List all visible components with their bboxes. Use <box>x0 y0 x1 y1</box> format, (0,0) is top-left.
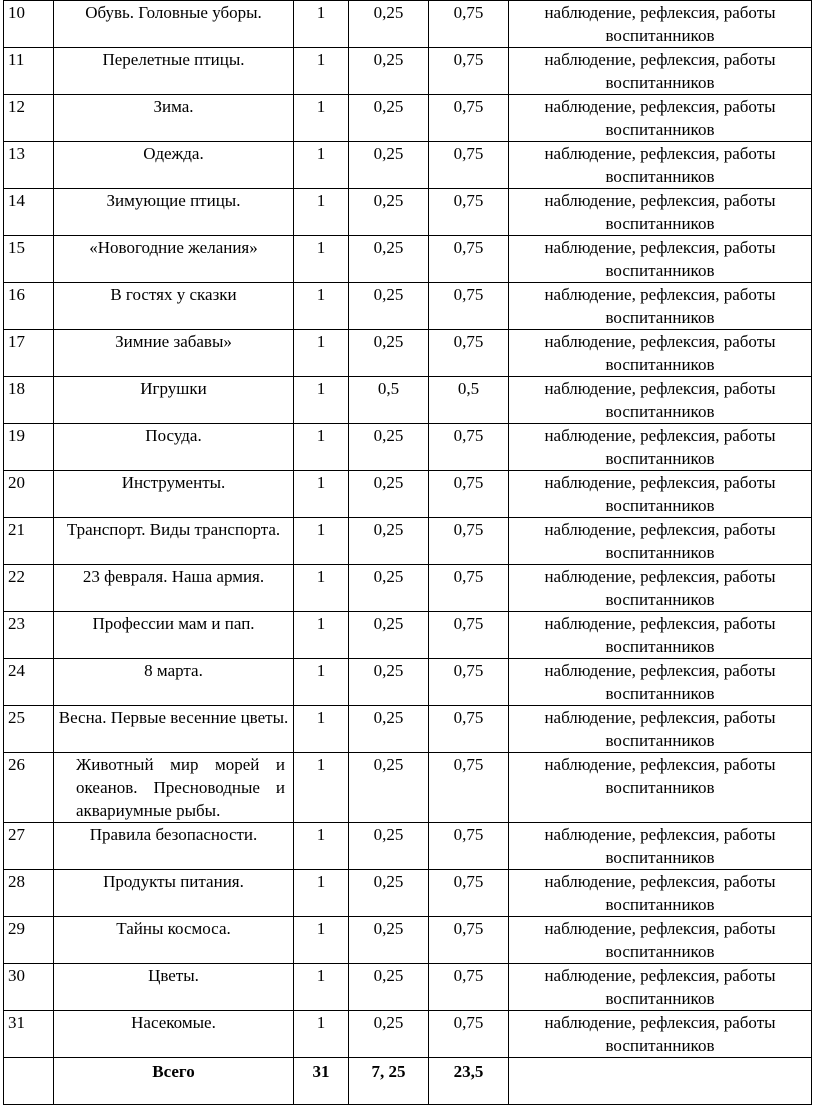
row-hours: 1 <box>294 424 349 471</box>
row-theory: 0,25 <box>349 870 429 917</box>
row-theory: 0,25 <box>349 189 429 236</box>
row-number: 13 <box>4 142 54 189</box>
row-theory: 0,25 <box>349 48 429 95</box>
row-hours: 1 <box>294 565 349 612</box>
row-topic: Транспорт. Виды транспорта. <box>54 518 294 565</box>
row-practice: 0,75 <box>429 659 509 706</box>
row-hours: 1 <box>294 964 349 1011</box>
row-theory: 0,25 <box>349 424 429 471</box>
table-row <box>4 424 812 471</box>
row-forms: наблюдение, рефлексия, работы воспитанников <box>509 565 812 612</box>
row-practice: 0,75 <box>429 565 509 612</box>
row-topic: Перелетные птицы. <box>54 48 294 95</box>
table-row <box>4 471 812 518</box>
table-row <box>4 706 812 753</box>
table-row <box>4 95 812 142</box>
row-topic: Посуда. <box>54 424 294 471</box>
row-topic: Инструменты. <box>54 471 294 518</box>
row-practice: 0,75 <box>429 142 509 189</box>
table-row <box>4 917 812 964</box>
row-practice: 0,75 <box>429 1 509 48</box>
row-forms: наблюдение, рефлексия, работы воспитанников <box>509 659 812 706</box>
row-topic: Игрушки <box>54 377 294 424</box>
row-practice: 0,75 <box>429 823 509 870</box>
row-practice: 0,75 <box>429 964 509 1011</box>
row-forms: наблюдение, рефлексия, работы воспитанников <box>509 706 812 753</box>
total-theory: 7, 25 <box>349 1058 429 1105</box>
row-practice: 0,75 <box>429 753 509 823</box>
row-number: 17 <box>4 330 54 377</box>
row-practice: 0,75 <box>429 330 509 377</box>
table-row <box>4 659 812 706</box>
row-theory: 0,25 <box>349 612 429 659</box>
table-row <box>4 612 812 659</box>
row-theory: 0,25 <box>349 1011 429 1058</box>
row-forms: наблюдение, рефлексия, работы воспитанников <box>509 189 812 236</box>
total-row <box>4 1058 812 1105</box>
row-topic: Тайны космоса. <box>54 917 294 964</box>
row-theory: 0,25 <box>349 330 429 377</box>
row-topic: 8 марта. <box>54 659 294 706</box>
total-num-cell <box>4 1058 54 1105</box>
row-practice: 0,75 <box>429 283 509 330</box>
row-topic: «Новогодние желания» <box>54 236 294 283</box>
row-forms: наблюдение, рефлексия, работы воспитанников <box>509 142 812 189</box>
row-number: 30 <box>4 964 54 1011</box>
row-theory: 0,25 <box>349 1 429 48</box>
row-forms: наблюдение, рефлексия, работы воспитанников <box>509 283 812 330</box>
row-forms: наблюдение, рефлексия, работы воспитанников <box>509 870 812 917</box>
row-number: 21 <box>4 518 54 565</box>
row-hours: 1 <box>294 48 349 95</box>
row-practice: 0,75 <box>429 424 509 471</box>
row-practice: 0,75 <box>429 48 509 95</box>
row-number: 28 <box>4 870 54 917</box>
row-practice: 0,75 <box>429 95 509 142</box>
total-forms <box>509 1058 812 1105</box>
row-forms: наблюдение, рефлексия, работы воспитанников <box>509 377 812 424</box>
table-row <box>4 142 812 189</box>
row-number: 25 <box>4 706 54 753</box>
curriculum-table <box>3 0 812 1105</box>
row-practice: 0,75 <box>429 612 509 659</box>
row-forms: наблюдение, рефлексия, работы воспитанников <box>509 471 812 518</box>
row-forms: наблюдение, рефлексия, работы воспитанников <box>509 330 812 377</box>
table-row <box>4 283 812 330</box>
total-practice: 23,5 <box>429 1058 509 1105</box>
row-theory: 0,25 <box>349 565 429 612</box>
row-number: 20 <box>4 471 54 518</box>
row-forms: наблюдение, рефлексия, работы воспитанников <box>509 612 812 659</box>
row-theory: 0,25 <box>349 964 429 1011</box>
table-row <box>4 565 812 612</box>
row-topic: Продукты питания. <box>54 870 294 917</box>
row-forms: наблюдение, рефлексия, работы воспитанников <box>509 1 812 48</box>
row-forms: наблюдение, рефлексия, работы воспитанников <box>509 823 812 870</box>
total-label: Всего <box>54 1058 294 1105</box>
table-row <box>4 377 812 424</box>
row-theory: 0,25 <box>349 706 429 753</box>
row-number: 15 <box>4 236 54 283</box>
row-topic: Профессии мам и пап. <box>54 612 294 659</box>
row-topic: Весна. Первые весенние цветы. <box>54 706 294 753</box>
row-hours: 1 <box>294 1011 349 1058</box>
row-hours: 1 <box>294 659 349 706</box>
table-row <box>4 753 812 823</box>
row-forms: наблюдение, рефлексия, работы воспитанников <box>509 95 812 142</box>
row-hours: 1 <box>294 95 349 142</box>
row-topic: Одежда. <box>54 142 294 189</box>
row-theory: 0,25 <box>349 917 429 964</box>
row-practice: 0,75 <box>429 236 509 283</box>
row-forms: наблюдение, рефлексия, работы воспитанников <box>509 964 812 1011</box>
row-number: 14 <box>4 189 54 236</box>
row-practice: 0,75 <box>429 870 509 917</box>
row-forms: наблюдение, рефлексия, работы воспитанников <box>509 424 812 471</box>
row-topic: Цветы. <box>54 964 294 1011</box>
row-theory: 0,25 <box>349 236 429 283</box>
row-number: 19 <box>4 424 54 471</box>
row-topic: Насекомые. <box>54 1011 294 1058</box>
row-practice: 0,75 <box>429 471 509 518</box>
row-theory: 0,5 <box>349 377 429 424</box>
table-row <box>4 1011 812 1058</box>
table-row <box>4 870 812 917</box>
row-number: 22 <box>4 565 54 612</box>
row-hours: 1 <box>294 753 349 823</box>
table-row <box>4 518 812 565</box>
row-hours: 1 <box>294 706 349 753</box>
row-theory: 0,25 <box>349 518 429 565</box>
row-hours: 1 <box>294 612 349 659</box>
row-forms: наблюдение, рефлексия, работы воспитанников <box>509 236 812 283</box>
row-topic: Правила безопасности. <box>54 823 294 870</box>
row-topic: Животный мир морей и океанов. Пресноводные и аквариумные рыбы. <box>54 753 294 823</box>
row-hours: 1 <box>294 236 349 283</box>
row-theory: 0,25 <box>349 283 429 330</box>
row-practice: 0,75 <box>429 917 509 964</box>
row-topic: 23 февраля. Наша армия. <box>54 565 294 612</box>
row-number: 27 <box>4 823 54 870</box>
row-topic: Зимние забавы» <box>54 330 294 377</box>
row-hours: 1 <box>294 142 349 189</box>
row-theory: 0,25 <box>349 823 429 870</box>
table-row <box>4 964 812 1011</box>
row-practice: 0,75 <box>429 706 509 753</box>
table-row <box>4 1 812 48</box>
row-number: 29 <box>4 917 54 964</box>
row-hours: 1 <box>294 330 349 377</box>
row-hours: 1 <box>294 917 349 964</box>
row-topic: В гостях у сказки <box>54 283 294 330</box>
row-theory: 0,25 <box>349 753 429 823</box>
table-row <box>4 48 812 95</box>
row-hours: 1 <box>294 283 349 330</box>
row-hours: 1 <box>294 189 349 236</box>
table-body <box>4 1 812 1058</box>
row-theory: 0,25 <box>349 95 429 142</box>
row-number: 16 <box>4 283 54 330</box>
row-theory: 0,25 <box>349 471 429 518</box>
row-number: 11 <box>4 48 54 95</box>
row-number: 31 <box>4 1011 54 1058</box>
row-practice: 0,75 <box>429 518 509 565</box>
row-number: 10 <box>4 1 54 48</box>
row-theory: 0,25 <box>349 142 429 189</box>
row-hours: 1 <box>294 377 349 424</box>
table-row <box>4 330 812 377</box>
row-number: 24 <box>4 659 54 706</box>
row-forms: наблюдение, рефлексия, работы воспитанников <box>509 753 812 823</box>
row-hours: 1 <box>294 518 349 565</box>
row-topic: Зимующие птицы. <box>54 189 294 236</box>
table-row <box>4 236 812 283</box>
row-hours: 1 <box>294 1 349 48</box>
row-forms: наблюдение, рефлексия, работы воспитанников <box>509 48 812 95</box>
row-topic: Зима. <box>54 95 294 142</box>
row-practice: 0,75 <box>429 189 509 236</box>
table-row <box>4 189 812 236</box>
row-forms: наблюдение, рефлексия, работы воспитанников <box>509 1011 812 1058</box>
row-hours: 1 <box>294 870 349 917</box>
row-theory: 0,25 <box>349 659 429 706</box>
row-number: 18 <box>4 377 54 424</box>
table-row <box>4 823 812 870</box>
total-hours: 31 <box>294 1058 349 1105</box>
row-practice: 0,5 <box>429 377 509 424</box>
row-number: 12 <box>4 95 54 142</box>
row-hours: 1 <box>294 823 349 870</box>
row-number: 26 <box>4 753 54 823</box>
row-practice: 0,75 <box>429 1011 509 1058</box>
row-forms: наблюдение, рефлексия, работы воспитанников <box>509 518 812 565</box>
row-hours: 1 <box>294 471 349 518</box>
row-number: 23 <box>4 612 54 659</box>
row-forms: наблюдение, рефлексия, работы воспитанников <box>509 917 812 964</box>
row-topic: Обувь. Головные уборы. <box>54 1 294 48</box>
